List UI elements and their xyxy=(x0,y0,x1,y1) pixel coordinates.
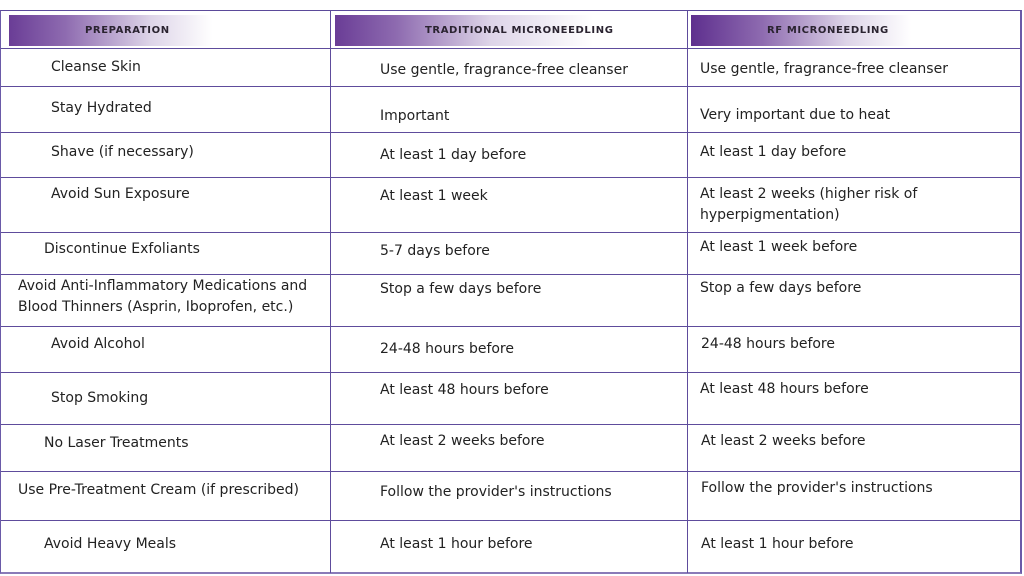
table-row xyxy=(1,275,1020,327)
rf-cell-line-1: At least 2 weeks (higher risk of xyxy=(700,186,918,202)
rf-cell: Follow the provider's instructions xyxy=(701,480,933,496)
traditional-cell: 5-7 days before xyxy=(380,243,490,259)
table-row xyxy=(1,49,1020,87)
traditional-cell: 24-48 hours before xyxy=(380,341,514,357)
preparation-cell: Avoid Sun Exposure xyxy=(51,186,190,202)
rf-cell: At least 1 week before xyxy=(700,239,858,255)
preparation-cell-line-1: Avoid Anti-Inflammatory Medications and xyxy=(18,278,308,294)
traditional-cell: Follow the provider's instructions xyxy=(380,484,612,500)
traditional-cell: At least 2 weeks before xyxy=(380,433,545,449)
header-cell-traditional xyxy=(331,11,688,48)
table-row xyxy=(1,233,1020,275)
preparation-cell: Use Pre-Treatment Cream (if prescribed) xyxy=(18,482,299,498)
table-row xyxy=(1,373,1020,425)
preparation-cell: Shave (if necessary) xyxy=(51,144,194,160)
traditional-cell: At least 1 day before xyxy=(380,147,527,163)
rf-cell: Stop a few days before xyxy=(700,280,862,296)
rf-cell: At least 2 weeks before xyxy=(701,433,866,449)
table-row xyxy=(1,133,1020,178)
rf-cell: At least 1 hour before xyxy=(701,536,854,552)
header-label-traditional: TRADITIONAL MICRONEEDLING xyxy=(335,15,679,46)
rf-cell: Very important due to heat xyxy=(700,107,891,123)
preparation-cell: Stop Smoking xyxy=(51,390,149,406)
microneedling-preparation-table xyxy=(0,10,1022,574)
preparation-cell-line-2: Blood Thinners (Asprin, Iboprofen, etc.) xyxy=(18,299,294,315)
header-cell-rf xyxy=(688,11,1023,48)
table-header-row xyxy=(1,11,1020,49)
traditional-cell: Use gentle, fragrance-free cleanser xyxy=(380,62,628,78)
preparation-cell: Stay Hydrated xyxy=(51,100,152,116)
rf-cell: At least 48 hours before xyxy=(700,381,869,397)
rf-cell: 24-48 hours before xyxy=(701,336,835,352)
header-label-preparation: PREPARATION xyxy=(9,15,322,46)
table-row xyxy=(1,178,1020,233)
preparation-cell: Discontinue Exfoliants xyxy=(44,241,200,257)
traditional-cell: At least 1 hour before xyxy=(380,536,533,552)
table-row xyxy=(1,521,1020,573)
traditional-cell: Stop a few days before xyxy=(380,281,542,297)
table-row xyxy=(1,472,1020,521)
traditional-cell: At least 1 week xyxy=(380,188,488,204)
preparation-cell: No Laser Treatments xyxy=(44,435,189,451)
traditional-cell: Important xyxy=(380,108,450,124)
table-row xyxy=(1,327,1020,373)
rf-cell: At least 1 day before xyxy=(700,144,847,160)
preparation-cell: Avoid Heavy Meals xyxy=(44,536,177,552)
table-row xyxy=(1,87,1020,133)
traditional-cell: At least 48 hours before xyxy=(380,382,549,398)
preparation-cell: Cleanse Skin xyxy=(51,59,141,75)
rf-cell-line-2: hyperpigmentation) xyxy=(700,207,840,223)
rf-cell: Use gentle, fragrance-free cleanser xyxy=(700,61,948,77)
header-label-rf: RF MICRONEEDLING xyxy=(691,15,1015,46)
table-row xyxy=(1,425,1020,472)
preparation-cell: Avoid Alcohol xyxy=(51,336,145,352)
header-cell-preparation xyxy=(1,11,331,48)
